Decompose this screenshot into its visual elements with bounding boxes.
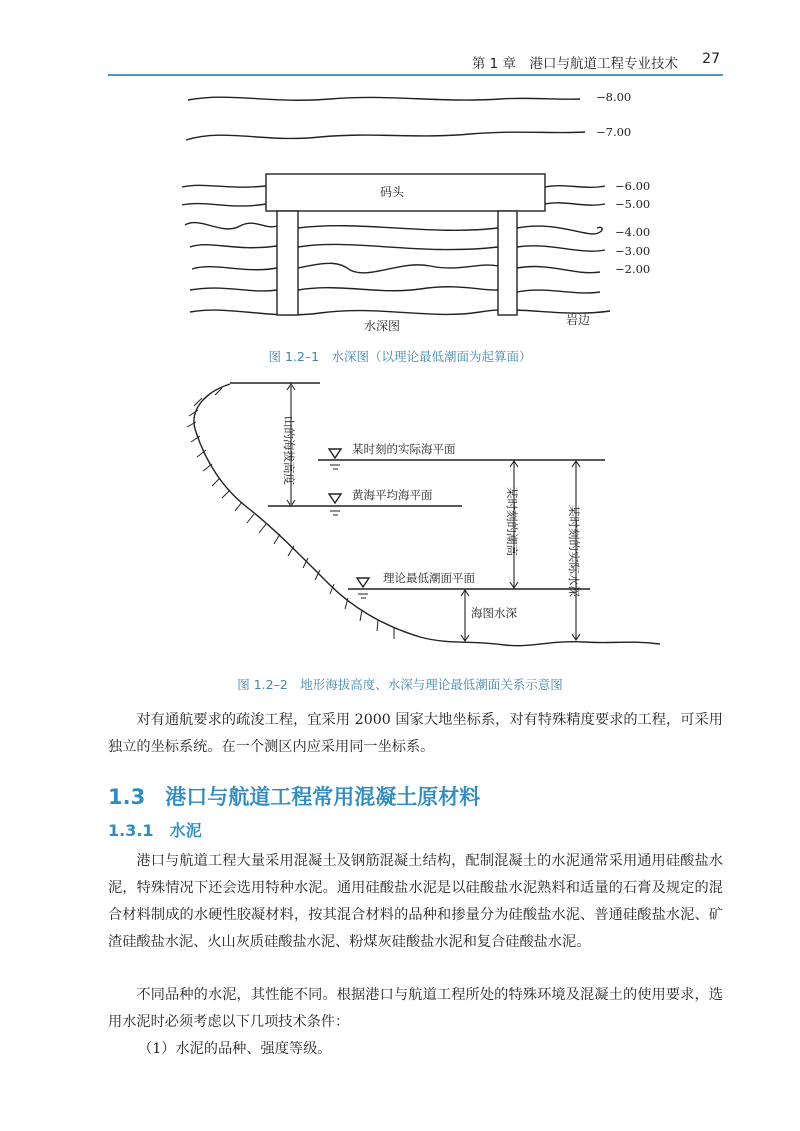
chart-depth-label: 海图水深	[471, 606, 517, 620]
list-item: （1）水泥的品种、强度等级。	[138, 1041, 332, 1057]
paragraph-coordinate-system: 对有通航要求的疏浚工程，宜采用 2000 国家大地坐标系，对有特殊精度要求的工程，可采用独立的坐标系统。在一个测区内应采用同一坐标系。	[108, 712, 723, 755]
subsection-heading	[108, 818, 202, 841]
depth-label: −4.00	[615, 225, 651, 239]
section-number: 1.3	[108, 785, 146, 809]
subsection-number: 1.3.1	[108, 821, 154, 840]
figure1-left-label: 水深图	[363, 319, 401, 333]
depth-label: −7.00	[596, 125, 632, 139]
depth-label: −8.00	[596, 90, 632, 104]
depth-label: −2.00	[615, 262, 651, 276]
figure1-caption: 图 1.2–1 水深图（以理论最低潮面为起算面）	[268, 349, 532, 364]
paragraph-cement-selection: 不同品种的水泥，其性能不同。根据港口与航道工程所处的特殊环境及混凝土的使用要求，选用水泥时必须考虑以下几项技术条件：	[108, 987, 723, 1030]
lowest-tide-label: 理论最低潮面平面	[383, 571, 475, 585]
terrain-profile	[194, 384, 660, 646]
section-title: 港口与航道工程常用混凝土原材料	[165, 785, 481, 809]
page-number: 27	[702, 51, 720, 67]
actual-sea-level-label: 某时刻的实际海平面	[352, 442, 456, 456]
tide-height-label: 某时刻的潮高	[505, 487, 519, 556]
subsection-title: 水泥	[169, 821, 202, 840]
actual-depth-label: 某时刻的实际水深	[567, 505, 581, 597]
paragraph-cement-intro: 港口与航道工程大量采用混凝土及钢筋混凝土结构，配制混凝土的水泥通常采用通用硅酸盐水泥，特殊情况下还会选用特种水泥。通用硅酸盐水泥是以硅酸盐水泥熟料和适量的石膏及规定的混合材料制成的水硬性胶凝材料，按其混合材料的品种和掺量分为硅酸盐水泥、普通硅酸盐水泥、矿渣硅酸盐水泥、火山灰质硅酸盐水泥、粉煤灰硅酸盐水泥和复合硅酸盐水泥。	[108, 853, 723, 950]
figure1-right-label: 岩边	[565, 313, 591, 327]
figure2-caption: 图 1.2–2 地形海拔高度、水深与理论最低潮面关系示意图	[237, 677, 563, 692]
mean-level-triangle-icon	[329, 494, 341, 503]
chapter-title: 第 1 章 港口与航道工程专业技术	[471, 56, 678, 72]
section-heading	[108, 781, 480, 811]
mean-sea-level-label: 黄海平均海平面	[352, 488, 433, 502]
depth-label: −5.00	[615, 197, 651, 211]
pier-label: 码头	[379, 185, 405, 199]
mountain-height-label: 山的海拔高度	[282, 416, 296, 485]
depth-label: −3.00	[615, 244, 651, 258]
sea-level-triangle-icon	[329, 449, 341, 458]
depth-label: −6.00	[615, 179, 651, 193]
lowest-tide-triangle-icon	[357, 578, 369, 587]
